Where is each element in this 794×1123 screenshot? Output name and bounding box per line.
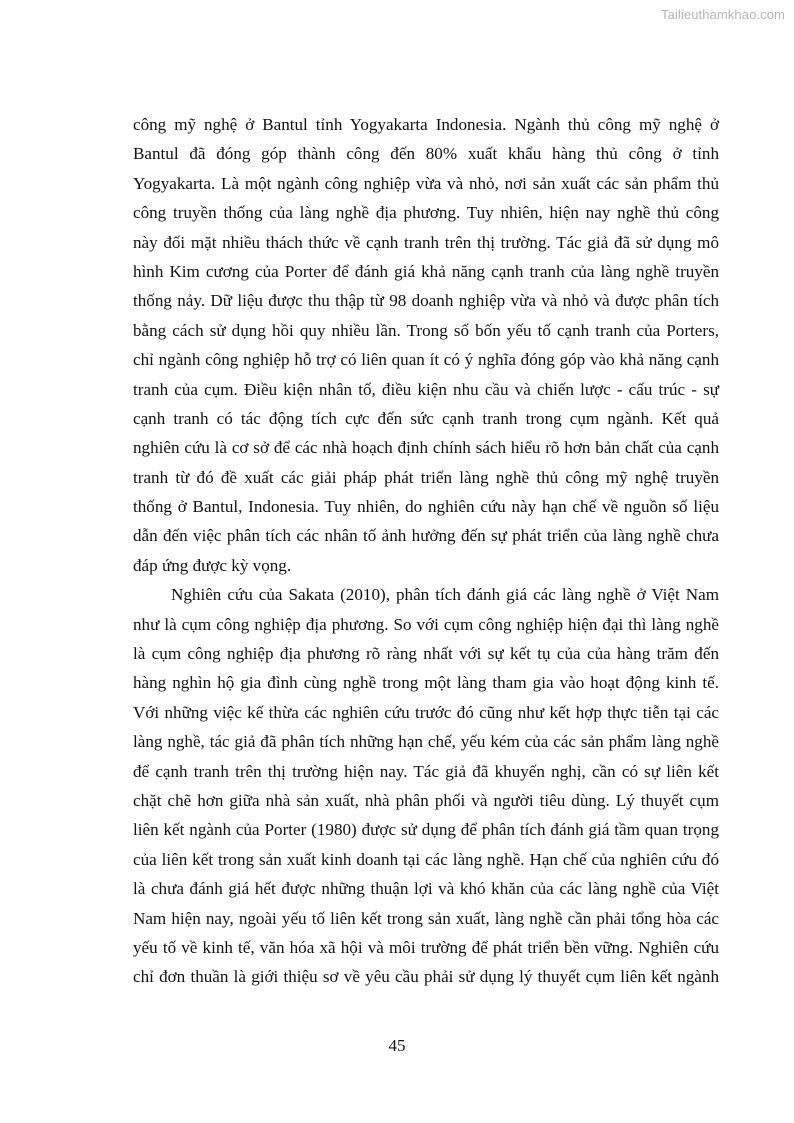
text-line: tranh của cụm. Điều kiện nhân tố, điều kiện nhu cầu và chiến lược - cấu trúc - sự [133, 379, 719, 399]
text-line: Với những việc kế thừa các nghiên cứu trước đó cũng như kết hợp thực tiễn tại các [133, 702, 719, 722]
text-line: Bantul đã đóng góp thành công đến 80% xuất khẩu hàng thủ công ở tỉnh [133, 144, 719, 164]
text-line: để cạnh tranh trên thị trường hiện nay. Tác giả đã khuyến nghị, cần có sự liên kết [133, 761, 719, 781]
text-line: hàng nghìn hộ gia đình cùng nghề trong một làng tham gia vào hoạt động kinh tế. [133, 673, 719, 693]
text-line: là chưa đánh giá hết được những thuận lợi và khó khăn của các làng nghề của Việt [133, 879, 719, 899]
text-line: cạnh tranh có tác động tích cực đến sức cạnh tranh trong cụm ngành. Kết quả [133, 408, 719, 428]
text-line: chỉ đơn thuần là giới thiệu sơ về yêu cầu phải sử dụng lý thuyết cụm liên kết ngành [133, 967, 719, 987]
text-line: dẫn đến việc phân tích các nhân tố ảnh hưởng đến sự phát triển của làng nghề chưa [133, 526, 719, 546]
text-line: là cụm công nghiệp địa phương rõ ràng nhất với sự kết tụ của của hàng trăm đến [133, 644, 719, 664]
text-line: nghiên cứu là cơ sở để các nhà hoạch định chính sách hiểu rõ hơn bản chất của cạnh [133, 438, 719, 458]
paragraph-2 [133, 580, 719, 991]
text-line: Nghiên cứu của Sakata (2010), phân tích đánh giá các làng nghề ở Việt Nam [171, 585, 719, 605]
text-line: như là cụm công nghiệp địa phương. So với cụm công nghiệp hiện đại thì làng nghề [133, 614, 719, 634]
text-line: của liên kết trong sản xuất kinh doanh tại các làng nghề. Hạn chế của nghiên cứu đó [133, 849, 719, 869]
text-line: tranh từ đó đề xuất các giải pháp phát triển làng nghề thủ công mỹ nghệ truyền [133, 467, 719, 487]
document-body [133, 110, 719, 992]
text-line: công mỹ nghệ ở Bantul tỉnh Yogyakarta Indonesia. Ngành thủ công mỹ nghệ ở [133, 115, 719, 134]
paragraph-1 [133, 110, 719, 580]
text-line: hình Kim cương của Porter để đánh giá khả năng cạnh tranh của làng nghề truyền [133, 261, 719, 281]
text-line: Yogyakarta. Là một ngành công nghiệp vừa và nhỏ, nơi sản xuất các sản phẩm thủ [133, 173, 719, 193]
text-line: công truyền thống của làng nghề địa phương. Tuy nhiên, hiện nay nghề thủ công [133, 203, 719, 223]
text-line: chặt chẽ hơn giữa nhà sản xuất, nhà phân phối và người tiêu dùng. Lý thuyết cụm [133, 790, 719, 810]
text-line: liên kết ngành của Porter (1980) được sử dụng để phân tích đánh giá tầm quan trọng [133, 820, 719, 840]
text-line: chỉ ngành công nghiệp hỗ trợ có liên quan ít có ý nghĩa đóng góp vào khả năng cạnh [133, 350, 719, 370]
text-line: đáp ứng được kỳ vọng. [133, 555, 292, 575]
text-line: này đối mặt nhiều thách thức về cạnh tranh trên thị trường. Tác giả đã sử dụng mô [133, 232, 719, 252]
text-line: bằng cách sử dụng hồi quy nhiều lần. Trong số bốn yếu tố cạnh tranh của Porters, [133, 320, 719, 340]
page-number: 45 [388, 1036, 406, 1055]
text-line: Nam hiện nay, ngoài yếu tố liên kết trong sản xuất, làng nghề cần phải tổng hòa các [133, 908, 719, 928]
watermark: Tailieuthamkhao.com [660, 7, 785, 22]
text-line: yếu tố về kinh tế, văn hóa xã hội và môi trường để phát triển bền vững. Nghiên cứu [133, 937, 719, 957]
text-line: làng nghề, tác giả đã phân tích những hạn chế, yếu kém của các sản phẩm làng nghề [133, 732, 719, 752]
text-line: thống ở Bantul, Indonesia. Tuy nhiên, do nghiên cứu này hạn chế về nguồn số liệu [133, 497, 719, 517]
text-line: thống nảy. Dữ liệu được thu thập từ 98 doanh nghiệp vừa và nhỏ và được phân tích [133, 291, 719, 311]
